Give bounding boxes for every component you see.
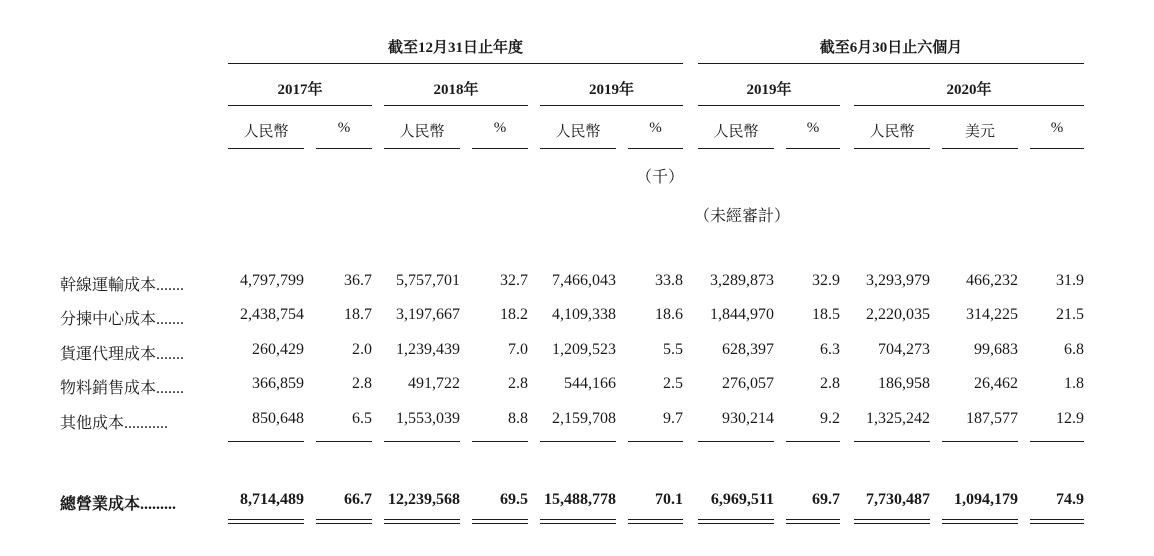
- row-label: [60, 272, 184, 295]
- cell-2019-rmb: 2,159,708: [552, 410, 616, 427]
- total-double-rule-lower: [472, 523, 528, 524]
- cell-2019-pct: 9.7: [663, 410, 683, 427]
- row-label-leader-dots: .......: [156, 380, 185, 397]
- total-cell-2018-rmb: 12,239,568: [388, 491, 460, 508]
- sub-header-rmb: 人民幣: [555, 124, 601, 140]
- year-rule-2019: [540, 105, 683, 106]
- sub-header-rmb: 人民幣: [869, 124, 915, 140]
- sub-rule: [472, 148, 528, 149]
- total-cell-2020h1-rmb: 7,730,487: [866, 491, 930, 508]
- sub-header-pct: %: [337, 120, 351, 136]
- year-rule-2018: [384, 105, 528, 106]
- row-label: [60, 341, 184, 364]
- subtotal-rule: [628, 441, 683, 442]
- cell-2020h1-pct: 12.9: [1056, 410, 1084, 427]
- sub-rule: [384, 148, 460, 149]
- sub-rule: [316, 148, 372, 149]
- sub-header-pct: %: [1050, 120, 1064, 136]
- cell-2020h1-rmb: 3,293,979: [866, 272, 930, 289]
- subtotal-rule: [540, 441, 616, 442]
- cell-2018-rmb: 5,757,701: [396, 272, 460, 289]
- cell-2018-pct: 7.0: [508, 341, 528, 358]
- total-cell-2020h1-usd: 1,094,179: [954, 491, 1018, 508]
- cell-2020h1-pct: 21.5: [1056, 306, 1084, 323]
- cell-2017-pct: 2.0: [352, 341, 372, 358]
- year-rule-2017: [228, 105, 372, 106]
- cell-2017-rmb: 2,438,754: [240, 306, 304, 323]
- cell-2020h1-pct: 1.8: [1064, 375, 1084, 392]
- sub-header-rmb: 人民幣: [399, 124, 445, 140]
- total-double-rule-lower: [384, 523, 460, 524]
- total-cell-2019h1-rmb: 6,969,511: [710, 491, 774, 508]
- cell-2019h1-rmb: 930,214: [722, 410, 774, 427]
- row-label-text: 貨運代理成本: [60, 346, 157, 363]
- total-double-rule-upper: [628, 519, 683, 520]
- cell-2019-rmb: 1,209,523: [552, 341, 616, 358]
- cell-2019h1-pct: 6.3: [820, 341, 840, 358]
- total-double-rule-lower: [628, 523, 683, 524]
- cell-2019h1-rmb: 1,844,970: [710, 306, 774, 323]
- sub-rule: [628, 148, 683, 149]
- cell-2018-pct: 32.7: [500, 272, 528, 289]
- cell-2018-rmb: 3,197,667: [396, 306, 460, 323]
- cell-2018-pct: 18.2: [500, 306, 528, 323]
- sub-header-pct: %: [806, 120, 820, 136]
- cell-2017-pct: 6.5: [352, 410, 372, 427]
- total-double-rule-upper: [228, 519, 304, 520]
- sub-rule: [786, 148, 840, 149]
- unit-note: （千）: [636, 169, 685, 186]
- row-label-leader-dots: .......: [156, 277, 185, 294]
- cell-2020h1-usd: 314,225: [966, 306, 1018, 323]
- sub-rule: [540, 148, 616, 149]
- total-double-rule-lower: [854, 523, 930, 524]
- total-row-label: [60, 491, 176, 514]
- row-label-leader-dots: ...........: [124, 415, 169, 432]
- cell-2020h1-rmb: 1,325,242: [866, 410, 930, 427]
- cell-2019-rmb: 544,166: [564, 375, 616, 392]
- sub-header-pct: %: [493, 120, 507, 136]
- row-label-text: 其他成本: [60, 415, 125, 432]
- cell-2017-rmb: 4,797,799: [240, 272, 304, 289]
- total-double-rule-upper: [698, 519, 774, 520]
- cell-2020h1-pct: 31.9: [1056, 272, 1084, 289]
- total-double-rule-upper: [540, 519, 616, 520]
- total-double-rule-upper: [316, 519, 372, 520]
- year-header-2019: 2019年: [588, 82, 634, 98]
- year-header-2018: 2018年: [433, 82, 479, 98]
- cell-2017-rmb: 366,859: [252, 375, 304, 392]
- subtotal-rule: [472, 441, 528, 442]
- cell-2017-pct: 2.8: [352, 375, 372, 392]
- total-cell-2017-pct: 66.7: [344, 491, 372, 508]
- cell-2020h1-rmb: 704,273: [878, 341, 930, 358]
- sub-rule: [228, 148, 304, 149]
- row-label: [60, 410, 168, 433]
- cell-2020h1-rmb: 186,958: [878, 375, 930, 392]
- row-label-leader-dots: .........: [140, 496, 177, 513]
- cell-2017-pct: 18.7: [344, 306, 372, 323]
- subtotal-rule: [316, 441, 372, 442]
- cell-2019-pct: 5.5: [663, 341, 683, 358]
- subtotal-rule: [786, 441, 840, 442]
- cell-2019h1-rmb: 276,057: [722, 375, 774, 392]
- sub-header-rmb: 人民幣: [243, 124, 289, 140]
- cell-2019-pct: 33.8: [655, 272, 683, 289]
- cell-2020h1-usd: 466,232: [966, 272, 1018, 289]
- cell-2020h1-usd: 26,462: [974, 375, 1018, 392]
- cell-2019h1-pct: 9.2: [820, 410, 840, 427]
- total-double-rule-upper: [854, 519, 930, 520]
- total-double-rule-lower: [228, 523, 304, 524]
- sub-rule: [942, 148, 1018, 149]
- row-label-text: 物料銷售成本: [60, 380, 157, 397]
- row-label-text: 分揀中心成本: [60, 311, 157, 328]
- cell-2017-rmb: 260,429: [252, 341, 304, 358]
- group-rule-six-months: [698, 63, 1084, 64]
- total-double-rule-lower: [1030, 523, 1084, 524]
- total-double-rule-upper: [384, 519, 460, 520]
- cell-2019h1-pct: 18.5: [812, 306, 840, 323]
- sub-rule: [698, 148, 774, 149]
- total-double-rule-upper: [942, 519, 1018, 520]
- total-double-rule-lower: [540, 523, 616, 524]
- sub-header-rmb: 人民幣: [713, 124, 759, 140]
- total-cell-2019h1-pct: 69.7: [812, 491, 840, 508]
- cell-2019h1-pct: 32.9: [812, 272, 840, 289]
- row-label: [60, 375, 184, 398]
- cell-2019h1-rmb: 3,289,873: [710, 272, 774, 289]
- total-double-rule-lower: [786, 523, 840, 524]
- cell-2020h1-pct: 6.8: [1064, 341, 1084, 358]
- subtotal-rule: [942, 441, 1018, 442]
- total-cell-2019-rmb: 15,488,778: [544, 491, 616, 508]
- cell-2019-pct: 2.5: [663, 375, 683, 392]
- row-label-leader-dots: .......: [156, 346, 185, 363]
- cell-2019-pct: 18.6: [655, 306, 683, 323]
- cell-2018-rmb: 1,553,039: [396, 410, 460, 427]
- sub-header-usd: 美元: [964, 124, 995, 140]
- year-rule-2019-h1: [698, 105, 840, 106]
- cell-2018-pct: 8.8: [508, 410, 528, 427]
- total-double-rule-lower: [698, 523, 774, 524]
- total-cell-2019-pct: 70.1: [655, 491, 683, 508]
- sub-rule: [1030, 148, 1084, 149]
- subtotal-rule: [698, 441, 774, 442]
- total-double-rule-lower: [942, 523, 1018, 524]
- total-cell-2018-pct: 69.5: [500, 491, 528, 508]
- cell-2018-rmb: 491,722: [408, 375, 460, 392]
- subtotal-rule: [228, 441, 304, 442]
- cell-2019-rmb: 4,109,338: [552, 306, 616, 323]
- total-double-rule-upper: [1030, 519, 1084, 520]
- cell-2020h1-usd: 187,577: [966, 410, 1018, 427]
- cell-2020h1-rmb: 2,220,035: [866, 306, 930, 323]
- group-rule-fiscal-year: [228, 63, 683, 64]
- cell-2019h1-rmb: 628,397: [722, 341, 774, 358]
- cell-2018-rmb: 1,239,439: [396, 341, 460, 358]
- total-double-rule-lower: [316, 523, 372, 524]
- cell-2017-pct: 36.7: [344, 272, 372, 289]
- row-label-text: 總營業成本: [60, 496, 141, 513]
- group-header-six-months: 截至6月30日止六個月: [819, 40, 963, 56]
- year-header-2017: 2017年: [277, 82, 323, 98]
- subtotal-rule: [1030, 441, 1084, 442]
- row-label-text: 幹線運輸成本: [60, 277, 157, 294]
- row-label: [60, 306, 184, 329]
- year-rule-2020-h1: [854, 105, 1084, 106]
- sub-rule: [854, 148, 930, 149]
- subtotal-rule: [384, 441, 460, 442]
- year-header-2020-h1: 2020年: [946, 82, 992, 98]
- unaudited-note: （未經審計）: [694, 208, 791, 225]
- group-header-fiscal-year: 截至12月31日止年度: [387, 40, 523, 56]
- cell-2019h1-pct: 2.8: [820, 375, 840, 392]
- cell-2017-rmb: 850,648: [252, 410, 304, 427]
- sub-header-pct: %: [649, 120, 662, 136]
- cell-2018-pct: 2.8: [508, 375, 528, 392]
- cell-2020h1-usd: 99,683: [974, 341, 1018, 358]
- total-cell-2020h1-pct: 74.9: [1056, 491, 1084, 508]
- subtotal-rule: [854, 441, 930, 442]
- total-double-rule-upper: [472, 519, 528, 520]
- total-double-rule-upper: [786, 519, 840, 520]
- year-header-2019-h1: 2019年: [746, 82, 792, 98]
- cell-2019-rmb: 7,466,043: [552, 272, 616, 289]
- total-cell-2017-rmb: 8,714,489: [240, 491, 304, 508]
- row-label-leader-dots: .......: [156, 311, 185, 328]
